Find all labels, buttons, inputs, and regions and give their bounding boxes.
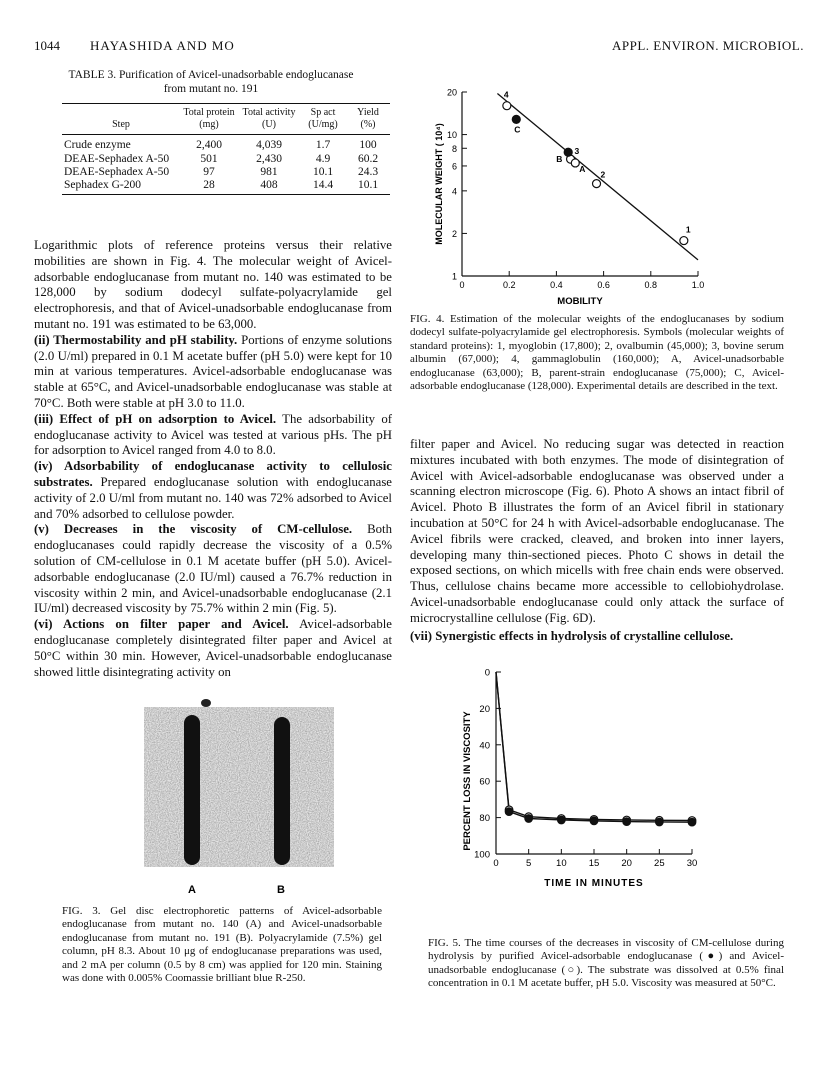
table-cell: DEAE-Sephadex A-50	[64, 152, 170, 165]
table-cell: 10.1	[346, 179, 390, 195]
table3	[62, 103, 390, 195]
heading-filter-paper: (vi) Actions on filter paper and Avicel.	[34, 617, 289, 632]
table-cell: DEAE-Sephadex A-50	[64, 165, 170, 178]
data-point-label: A	[579, 163, 586, 174]
x-tick-label: 20	[621, 858, 632, 869]
left-column-text	[34, 238, 392, 680]
y-tick-label: 20	[446, 87, 457, 98]
table-cell: Crude enzyme	[64, 139, 131, 152]
table-cell: 100	[359, 139, 377, 152]
heading-thermostability: (ii) Thermostability and pH stability.	[34, 332, 238, 347]
fig3-caption: FIG. 3. Gel disc electrophoretic patterns of Avicel-adsorbable endoglucanase from mutant no. 140 (A) and Avicel-unadsorbable endoglucanase from mutant no. 191 (B). Polyacrylamide (7.5%) gel column, pH 8.3. About 10 μg of endoglucanase preparations was used, and 2 mA per column (0.5 by 8 cm) was applied for 120 min. Staining was done with 0.005% Coomassie brilliant blue R-250.	[62, 905, 382, 985]
y-tick-label: 8	[451, 143, 457, 154]
data-point-label: B	[556, 154, 563, 165]
data-point	[525, 815, 533, 823]
table-row	[62, 166, 390, 179]
fig5-chart	[448, 668, 730, 892]
x-tick-label: 0	[459, 280, 465, 290]
gel-grain	[144, 707, 334, 867]
table-cell: 4,039	[256, 139, 282, 152]
table3-header-spact: Sp act (U/mg)	[300, 104, 346, 135]
paragraph-synergistic	[410, 629, 784, 645]
data-point	[688, 818, 696, 826]
heading-adsorbability: (iv) Adsorbability of endoglucanase activity to cellulosic substrates.	[34, 459, 392, 489]
table-cell: 501	[200, 152, 218, 165]
paragraph-filter-paper-continued: filter paper and Avicel. No reducing sugar was detected in reaction mixtures incubated with both enzymes. The mode of disintegration of Avicel with Avicel-adsorbable endoglucanase was observed under a scanning electron microscope (Fig. 6). Photo A shows an intact fibril of Avicel. Photo B illustrates the form of an Avicel fibril in stationary incubation at 50°C for 24 h with Avicel-adsorbable endoglucanase. The Avicel fibrils were cracked, cleaved, and broken into inner layers, developing many thin-sectioned pieces. Photo C shows in detail the exposed sections, on which micells with free chain ends were observed. Thus, cellulose chains became more accessible to cellobiohydrolase. Avicel-unadsorbable endoglucanase could only attack the surface of microcrystalline cellulose (Fig. 6D).	[410, 437, 784, 625]
y-tick-label: 2	[451, 228, 457, 239]
table-row	[62, 135, 390, 153]
table-row	[62, 179, 390, 195]
table-cell: Sephadex G-200	[62, 179, 180, 195]
right-column-text	[410, 437, 784, 644]
table-cell: 28	[180, 179, 238, 195]
gel-column-a	[184, 715, 200, 865]
data-point	[593, 180, 601, 188]
data-point	[680, 237, 688, 245]
x-tick-label: 0	[493, 858, 499, 869]
data-point-label: 1	[685, 224, 691, 235]
x-tick-label: 0.6	[597, 280, 610, 290]
gel-label-a: A	[188, 884, 196, 896]
table-cell: 24.3	[357, 165, 379, 178]
paragraph-filter-paper: (vi) Actions on filter paper and Avicel. Avicel-adsorbable endoglucanase completely disintegrated filter paper and Avicel at 50°C within 30 min. However, Avicel-unadsorbable endoglucanase showed little disintegrating activity on	[34, 617, 392, 679]
gel-label-b: B	[277, 884, 285, 896]
fit-line	[497, 94, 698, 260]
data-point-label: 3	[574, 146, 580, 157]
paragraph-viscosity: (v) Decreases in the viscosity of CM-cellulose. Both endoglucanases could rapidly decrease the viscosity of a 0.5% solution of CM-cellulose in 0.1 M acetate buffer (pH 5.0). Avicel-adsorbable endoglucanase (2.0 IU/ml) caused a 76.7% reduction in viscosity within 2 min, and Avicel-unadsorbable endoglucanase (2.1 IU/ml) decreased viscosity by 75.7% within 2 min (Fig. 5).	[34, 522, 393, 616]
table-cell: 408	[238, 179, 300, 195]
gel-column-b	[274, 717, 290, 865]
running-journal: APPL. ENVIRON. MICROBIOL.	[612, 38, 804, 53]
table3-header-activity: Total activity (U)	[238, 104, 300, 135]
x-tick-label: 5	[526, 858, 532, 869]
y-tick-label: 100	[474, 849, 490, 861]
table-row	[62, 153, 390, 166]
x-tick-label: 0.8	[644, 280, 658, 290]
table3-caption-line2: from mutant no. 191	[163, 83, 259, 95]
y-axis-label: MOLECULAR WEIGHT ( 10⁴)	[434, 123, 444, 245]
y-tick-label: 40	[479, 740, 490, 752]
paragraph-adsorbability: (iv) Adsorbability of endoglucanase activity to cellulosic substrates. Prepared endoglucanase solution with endoglucanase activity of 2.0 U/ml from mutant no. 140 was 72% adsorbed to Avicel and 70% adsorbed to cellulose powder.	[34, 459, 392, 521]
running-authors: HAYASHIDA AND MO	[90, 38, 235, 53]
table3-header-row	[62, 104, 390, 135]
table-cell: 1.7	[315, 139, 331, 152]
x-axis-label: TIME IN MINUTES	[544, 878, 644, 889]
heading-ph-adsorption: (iii) Effect of pH on adsorption to Avicel.	[34, 411, 277, 426]
fig3-gel-photo	[124, 697, 354, 897]
table3-caption-line1: TABLE 3. Purification of Avicel-unadsorbable endoglucanase	[68, 69, 354, 81]
fig4-chart	[428, 80, 728, 312]
y-axis-label: PERCENT LOSS IN VISCOSITY	[462, 711, 473, 851]
table-cell: 2,430	[256, 152, 282, 165]
data-point-label: C	[514, 124, 521, 135]
series-line	[496, 672, 692, 821]
gel-spot	[201, 699, 211, 707]
x-axis-label: MOBILITY	[557, 296, 603, 307]
x-tick-label: 10	[556, 858, 567, 869]
data-point	[571, 159, 579, 167]
paragraph-ph-adsorption: (iii) Effect of pH on adsorption to Avicel. The adsorbability of endoglucanase activity to Avicel was tested at various pHs. The pH for adsorption to Avicel ranged from 4.0 to 8.0.	[34, 411, 392, 458]
y-tick-label: 0	[484, 668, 490, 679]
x-tick-label: 30	[686, 858, 698, 869]
y-tick-label: 1	[451, 271, 457, 282]
y-tick-label: 6	[451, 161, 457, 172]
y-tick-label: 80	[479, 813, 490, 825]
x-tick-label: 0.4	[550, 280, 563, 290]
data-point	[558, 816, 566, 824]
table-cell: 2,400	[196, 139, 222, 152]
data-point	[505, 808, 513, 816]
table-cell: 60.2	[357, 152, 379, 165]
data-point-label: 2	[600, 169, 606, 180]
y-tick-label: 4	[451, 186, 457, 197]
x-tick-label: 25	[654, 858, 665, 869]
data-point	[656, 818, 664, 826]
y-tick-label: 20	[479, 703, 490, 715]
x-tick-label: 1.0	[691, 280, 705, 290]
page-number: 1044	[34, 38, 60, 53]
fig5-caption: FIG. 5. The time courses of the decreases in viscosity of CM-cellulose during hydrolysis by purified Avicel-adsorbable endoglucanase (●) and Avicel-unadsorbable endoglucanase (○). The substrate was dissolved at 0.5% final concentration in 0.1 M acetate buffer, pH 5.0. Viscosity was measured at 50°C.	[428, 937, 784, 990]
paragraph-thermostability: (ii) Thermostability and pH stability. Portions of enzyme solutions (2.0 U/ml) prepared in 0.1 M acetate buffer (pH 5.0) were kept for 10 min at various temperatures. Avicel-adsorbable endoglucanase was stable at 65°C, and Avicel-unadsorbable endoglucanase was stable at 70°C. Both were stable at pH 3.0 to 11.0.	[34, 332, 392, 410]
table-cell: 97	[203, 165, 215, 178]
series-line	[496, 672, 692, 822]
data-point	[503, 102, 511, 110]
table-cell: 14.4	[300, 179, 346, 195]
data-point	[623, 818, 631, 826]
x-tick-label: 15	[588, 858, 600, 869]
heading-viscosity: (v) Decreases in the viscosity of CM-cellulose.	[34, 522, 353, 537]
data-point-label: 4	[503, 89, 509, 100]
table-cell: 981	[260, 165, 278, 178]
data-point	[512, 115, 520, 123]
y-tick-label: 60	[479, 776, 490, 788]
table3-header-protein: Total protein (mg)	[180, 104, 238, 135]
fig4-caption: FIG. 4. Estimation of the molecular weights of the endoglucanases by sodium dodecyl sulfate-polyacrylamide gel electrophoresis. Symbols (molecular weights of standard proteins): 1, myoglobin (17,800); 2, ovalbumin (45,000); 3, bovine serum albumin (67,000); 4, gammaglobulin (160,000); A, Avicel-unadsorbable endoglucanase (63,000); B, parent-strain endoglucanase (75,000); C, Avicel-adsorbable endoglucanase (128,000). Experimental details are described in the text.	[410, 313, 784, 393]
table3-header-step: Step	[62, 104, 180, 135]
y-tick-label: 10	[446, 130, 457, 141]
table-cell: 10.1	[312, 165, 334, 178]
data-point	[590, 817, 598, 825]
table3-header-yield: Yield (%)	[346, 104, 390, 135]
paragraph-logarithmic-plots: Logarithmic plots of reference proteins versus their relative mobilities are shown in Fig. 4. The molecular weight of Avicel-adsorbable endoglucanase from mutant no. 140 was estimated to be 128,000 by sodium dodecyl sulfate-polyacrylamide gel electrophoresis, and that of Avicel-unadsorbable endoglucanase from mutant no. 191 was estimated to be 63,000.	[34, 238, 392, 331]
x-tick-label: 0.2	[502, 280, 516, 290]
data-point	[564, 148, 572, 156]
table-cell: 4.9	[315, 152, 331, 165]
table3-caption	[46, 68, 376, 96]
heading-synergistic: (vii) Synergistic effects in hydrolysis of crystalline cellulose.	[410, 628, 734, 643]
